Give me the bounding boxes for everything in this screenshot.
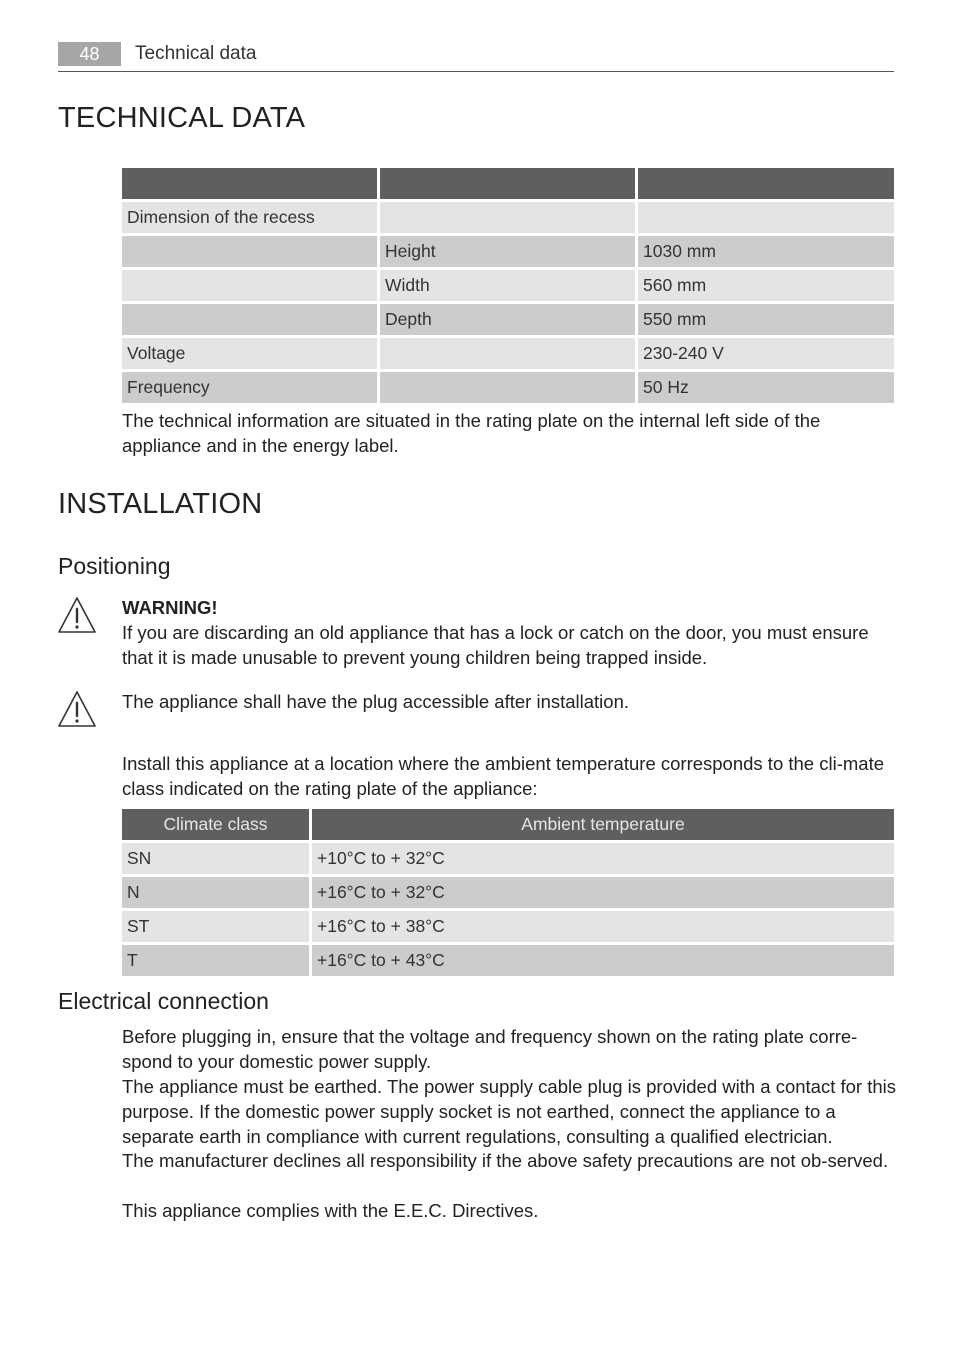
installation-title: INSTALLATION bbox=[58, 488, 263, 520]
table-header-cell bbox=[638, 168, 894, 202]
table-row bbox=[122, 202, 894, 236]
running-title: Technical data bbox=[135, 43, 257, 64]
table-row bbox=[122, 372, 894, 406]
table-header-cell: Climate class bbox=[122, 809, 312, 843]
climate-intro: Install this appliance at a location where the ambient temperature corresponds to the cli-mate class indicated on the rating plate of the appliance: bbox=[122, 753, 884, 799]
table-cell: Height bbox=[380, 236, 638, 270]
table-cell: Depth bbox=[380, 304, 638, 338]
table-cell: +16°C to + 38°C bbox=[312, 911, 894, 945]
table-row bbox=[122, 270, 894, 304]
table-cell: SN bbox=[122, 843, 312, 877]
table-cell: 1030 mm bbox=[638, 236, 894, 270]
table-cell: Frequency bbox=[122, 372, 380, 406]
technical-data-title: TECHNICAL DATA bbox=[58, 102, 306, 134]
table-cell bbox=[638, 202, 894, 236]
table-cell bbox=[122, 270, 380, 304]
page-number: 48 bbox=[58, 42, 121, 66]
table-cell: Width bbox=[380, 270, 638, 304]
table-cell: +10°C to + 32°C bbox=[312, 843, 894, 877]
table-cell bbox=[380, 338, 638, 372]
technical-data-table bbox=[122, 168, 894, 406]
table-cell: T bbox=[122, 945, 312, 979]
table-cell: ST bbox=[122, 911, 312, 945]
warning-triangle-icon bbox=[57, 690, 97, 728]
electrical-paragraph: This appliance complies with the E.E.C. Directives. bbox=[122, 1200, 539, 1221]
table-row bbox=[122, 945, 894, 979]
table-header-row bbox=[122, 168, 894, 202]
table-cell: 550 mm bbox=[638, 304, 894, 338]
table-row bbox=[122, 911, 894, 945]
electrical-paragraph: The appliance must be earthed. The power supply cable plug is provided with a contact for this purpose. If the domestic power supply socket is not earthed, connect the appliance to a separate earth in compliance with current regulations, consulting a qualified electrician. bbox=[122, 1076, 897, 1147]
electrical-paragraph: The manufacturer declines all responsibility if the above safety precautions are not ob-served. bbox=[122, 1150, 889, 1171]
warning-triangle-icon bbox=[57, 596, 97, 634]
table-cell: N bbox=[122, 877, 312, 911]
table-cell: Voltage bbox=[122, 338, 380, 372]
table-cell: 50 Hz bbox=[638, 372, 894, 406]
climate-class-table bbox=[122, 809, 894, 979]
electrical-paragraph: Before plugging in, ensure that the voltage and frequency shown on the rating plate corre-spond to your domestic power supply. bbox=[122, 1026, 858, 1072]
table-cell: Dimension of the recess bbox=[122, 202, 380, 236]
table-row bbox=[122, 304, 894, 338]
table-header-cell bbox=[122, 168, 380, 202]
table-cell bbox=[122, 236, 380, 270]
running-header bbox=[58, 40, 894, 72]
electrical-connection-title: Electrical connection bbox=[58, 988, 269, 1014]
table-cell: +16°C to + 43°C bbox=[312, 945, 894, 979]
positioning-title: Positioning bbox=[58, 553, 171, 579]
table-header-cell bbox=[380, 168, 638, 202]
warning-title: WARNING! bbox=[122, 597, 218, 618]
table-cell bbox=[380, 202, 638, 236]
technical-data-note: The technical information are situated in the rating plate on the internal left side of the appliance and in the energy label. bbox=[122, 410, 821, 456]
table-row bbox=[122, 236, 894, 270]
table-cell: 230-240 V bbox=[638, 338, 894, 372]
table-row bbox=[122, 843, 894, 877]
table-row bbox=[122, 877, 894, 911]
table-row bbox=[122, 338, 894, 372]
table-cell bbox=[380, 372, 638, 406]
table-header-cell: Ambient temperature bbox=[312, 809, 894, 843]
table-cell: +16°C to + 32°C bbox=[312, 877, 894, 911]
table-cell bbox=[122, 304, 380, 338]
table-cell: 560 mm bbox=[638, 270, 894, 304]
caution-text: The appliance shall have the plug accessible after installation. bbox=[122, 691, 630, 712]
warning-text: If you are discarding an old appliance that has a lock or catch on the door, you must ensure that it is made unusable to prevent young children being trapped inside. bbox=[122, 622, 869, 668]
table-header-row bbox=[122, 809, 894, 843]
